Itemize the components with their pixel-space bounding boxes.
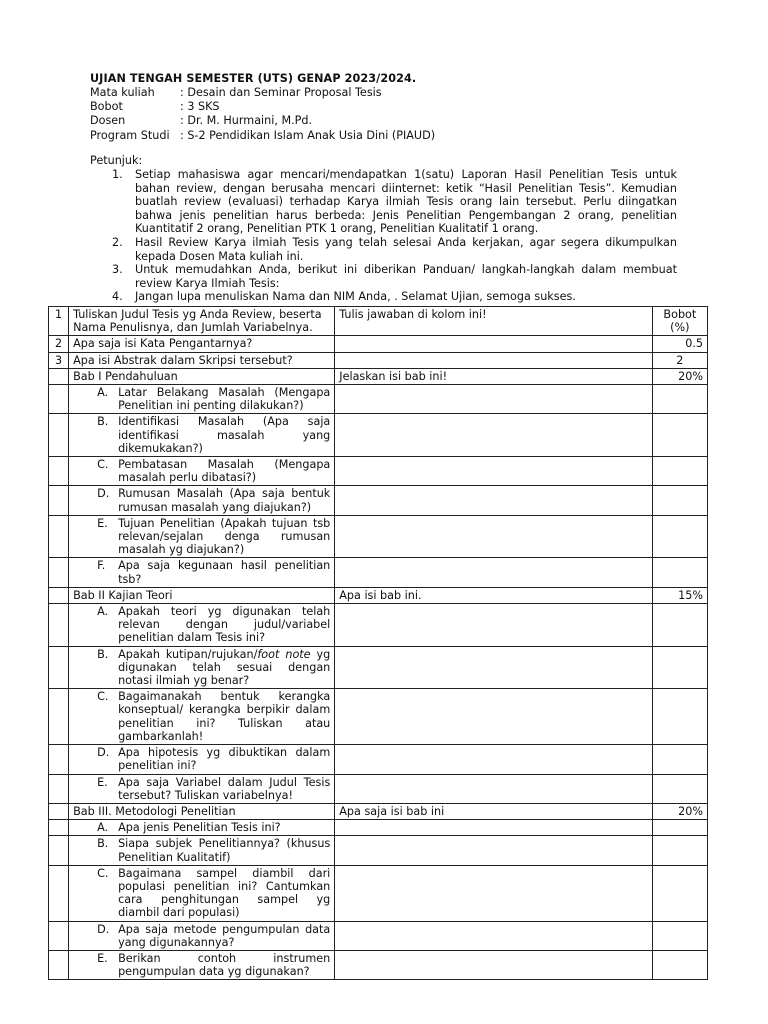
answer-cell — [335, 836, 652, 865]
answer-cell — [335, 774, 652, 803]
sub-question — [69, 689, 335, 745]
weight-cell: 2 — [652, 352, 707, 368]
sub-question-text: Apa saja metode pengumpulan data yang digunakannya? — [118, 922, 331, 949]
instruction-number: 4. — [112, 290, 123, 304]
answer-cell — [335, 414, 652, 457]
answer-cell: Apa saja isi bab ini — [335, 803, 652, 819]
weight-header: Bobot (%) — [652, 307, 707, 336]
instruction-item — [90, 263, 677, 290]
weight-cell: 20% — [652, 803, 707, 819]
weight-cell — [652, 774, 707, 803]
sub-question-text: Berikan contoh instrumen pengumpulan data yg digunakan? — [118, 951, 331, 979]
weight-cell — [652, 515, 707, 558]
answer-cell — [335, 558, 652, 587]
row-number — [49, 921, 69, 950]
exam-title: UJIAN TENGAH SEMESTER (UTS) GENAP 2023/2024. — [90, 72, 417, 85]
sub-question — [69, 515, 335, 558]
answer-cell — [335, 950, 652, 979]
sub-question — [69, 486, 335, 515]
instruction-text: Untuk memudahkan Anda, berikut ini diberikan Panduan/ langkah-langkah dalam membuat review Karya Ilmiah Tesis: — [135, 263, 677, 290]
weight-cell: 0.5 — [652, 336, 707, 352]
course-info-value: : 3 SKS — [180, 100, 220, 114]
sub-question — [69, 865, 335, 921]
sub-letter: A. — [97, 821, 109, 835]
course-info-label: Bobot — [90, 100, 123, 114]
sub-question — [69, 950, 335, 979]
row-number — [49, 836, 69, 865]
table-row — [49, 336, 708, 352]
section-row-bab2 — [49, 587, 708, 603]
instruction-text: Setiap mahasiswa agar mencari/mendapatkan 1(satu) Laporan Hasil Penelitian Tesis untuk bahan review, dengan berusaha mencari diinternet: ketik “Hasil Penelitian Tesis”. Kemudian buatlah review (evaluasi) terhadap Karya ilmiah Tesis orang lain tersebut. Perlu diingatkan bahwa jenis penelitian harus berbeda: Jenis Penelitian Pengembangan 2 orang, penelitian Kuantitatif 2 orang, Penelitian PTK 1 orang, Penelitian Kualitatif 1 orang. — [135, 168, 677, 236]
sub-letter: E. — [97, 775, 108, 789]
answer-cell — [335, 352, 652, 368]
course-info-label: Program Studi — [90, 128, 170, 142]
weight-cell — [652, 457, 707, 486]
table-row — [49, 352, 708, 368]
sub-question — [69, 604, 335, 647]
table-row — [49, 689, 708, 745]
weight-cell: 15% — [652, 587, 707, 603]
table-row — [49, 820, 708, 836]
table-row — [49, 836, 708, 865]
answer-cell — [335, 336, 652, 352]
answer-cell — [335, 385, 652, 414]
sub-question-text: Apa jenis Penelitian Tesis ini? — [118, 821, 281, 835]
sub-question-text: Bagaimanakah bentuk kerangka konseptual/ kerangka berpikir dalam penelitian ini? Tuliskan atau gambarkanlah! — [118, 690, 331, 743]
row-number — [49, 368, 69, 384]
answer-cell — [335, 745, 652, 774]
row-number — [49, 865, 69, 921]
weight-cell — [652, 950, 707, 979]
sub-question-text: Apakah teori yg digunakan telah relevan dengan judul/variabel penelitian dalam Tesis ini? — [118, 605, 331, 645]
answer-cell: Apa isi bab ini. — [335, 587, 652, 603]
sub-question-text-italic: foot note — [257, 647, 311, 661]
course-info-row — [90, 100, 435, 114]
table-row — [49, 745, 708, 774]
course-info-value: : S-2 Pendidikan Islam Anak Usia Dini (PIAUD) — [180, 128, 436, 142]
sub-question-text-pre: Apakah kutipan/rujukan/ — [118, 647, 258, 661]
instruction-text: Jangan lupa menuliskan Nama dan NIM Anda, . Selamat Ujian, semoga sukses. — [135, 290, 576, 304]
sub-question-text: Latar Belakang Masalah (Mengapa Penelitian ini penting dilakukan?) — [118, 386, 331, 413]
weight-cell — [652, 604, 707, 647]
row-number — [49, 486, 69, 515]
sub-question-text: Bagaimana sampel diambil dari populasi penelitian ini? Cantumkan cara penghitungan sampel yg diambil dari populasi) — [118, 866, 331, 920]
sub-letter: A. — [97, 386, 109, 400]
instructions-heading: Petunjuk: — [90, 154, 143, 167]
sub-letter: D. — [97, 922, 110, 936]
row-number — [49, 646, 69, 689]
sub-question-text: Apa saja kegunaan hasil penelitian tsb? — [118, 559, 331, 586]
weight-cell — [652, 865, 707, 921]
sub-question-text: Pembatasan Masalah (Mengapa masalah perlu dibatasi?) — [118, 458, 331, 485]
sub-letter: C. — [97, 458, 109, 472]
sub-question-text: Apa hipotesis yg dibuktikan dalam penelitian ini? — [118, 746, 331, 773]
sub-question-text: Tujuan Penelitian (Apakah tujuan tsb relevan/sejalan denga rumusan masalah yg diajukan?) — [118, 516, 331, 557]
review-table — [48, 306, 708, 980]
answer-cell — [335, 646, 652, 689]
sub-letter: E. — [97, 951, 108, 965]
instruction-item — [90, 236, 677, 263]
instruction-number: 1. — [112, 168, 123, 181]
sub-question-text: Apa saja Variabel dalam Judul Tesis tersebut? Tuliskan variabelnya! — [118, 775, 331, 802]
weight-cell — [652, 836, 707, 865]
row-number — [49, 604, 69, 647]
instruction-item — [90, 290, 677, 304]
row-number: 1 — [49, 307, 69, 336]
row-number — [49, 457, 69, 486]
answer-cell — [335, 865, 652, 921]
course-info-label: Dosen — [90, 114, 126, 128]
sub-question — [69, 820, 335, 836]
section-heading: Bab I Pendahuluan — [69, 368, 335, 384]
weight-cell — [652, 745, 707, 774]
row-number — [49, 515, 69, 558]
instruction-text: Hasil Review Karya ilmiah Tesis yang telah selesai Anda kerjakan, agar segera dikumpulkan kepada Dosen Mata kuliah ini. — [135, 235, 677, 263]
course-info — [90, 86, 435, 143]
section-heading: Bab II Kajian Teori — [69, 587, 335, 603]
sub-question — [69, 457, 335, 486]
sub-question-text-post: yg digunakan telah sesuai dengan notasi ilmiah yg benar? — [118, 647, 331, 688]
sub-letter: E. — [97, 516, 108, 530]
row-number — [49, 385, 69, 414]
weight-cell: 20% — [652, 368, 707, 384]
row-number — [49, 950, 69, 979]
weight-cell — [652, 486, 707, 515]
answer-cell: Jelaskan isi bab ini! — [335, 368, 652, 384]
table-row — [49, 604, 708, 647]
course-info-value: : Desain dan Seminar Proposal Tesis — [180, 86, 382, 99]
sub-question — [69, 836, 335, 865]
sub-question-text: Rumusan Masalah (Apa saja bentuk rumusan masalah yang diajukan?) — [118, 487, 331, 514]
sub-question — [69, 921, 335, 950]
table-row — [49, 414, 708, 457]
question-cell: Tuliskan Judul Tesis yg Anda Review, beserta Nama Penulisnya, dan Jumlah Variabelnya. — [69, 307, 335, 336]
sub-letter: D. — [97, 746, 110, 760]
row-number — [49, 745, 69, 774]
answer-cell — [335, 820, 652, 836]
instruction-number: 2. — [112, 235, 123, 249]
course-info-label: Mata kuliah — [90, 86, 155, 99]
section-row-bab3 — [49, 803, 708, 819]
question-cell: Apa saja isi Kata Pengantarnya? — [69, 336, 335, 352]
instructions-list — [90, 168, 677, 304]
table-row — [49, 307, 708, 336]
course-info-row — [90, 129, 435, 143]
section-row-bab1 — [49, 368, 708, 384]
table-row — [49, 486, 708, 515]
answer-cell — [335, 515, 652, 558]
sub-letter: D. — [97, 487, 110, 501]
weight-cell — [652, 689, 707, 745]
row-number — [49, 689, 69, 745]
section-heading: Bab III. Metodologi Penelitian — [69, 803, 335, 819]
sub-question — [69, 558, 335, 587]
table-row — [49, 457, 708, 486]
row-number: 3 — [49, 352, 69, 368]
row-number — [49, 558, 69, 587]
answer-cell: Tulis jawaban di kolom ini! — [335, 307, 652, 336]
sub-letter: C. — [97, 866, 109, 880]
sub-question — [69, 774, 335, 803]
row-number — [49, 820, 69, 836]
sub-question-text: Identifikasi Masalah (Apa saja identifikasi masalah yang dikemukakan?) — [118, 415, 331, 455]
row-number — [49, 587, 69, 603]
row-number: 2 — [49, 336, 69, 352]
answer-cell — [335, 689, 652, 745]
sub-question — [69, 414, 335, 457]
sub-letter: B. — [97, 837, 109, 851]
sub-question — [69, 745, 335, 774]
table-row — [49, 646, 708, 689]
weight-cell — [652, 921, 707, 950]
sub-letter: B. — [97, 415, 109, 429]
sub-question — [69, 646, 335, 689]
table-row — [49, 774, 708, 803]
table-row — [49, 921, 708, 950]
course-info-row — [90, 114, 435, 128]
sub-question-text: Siapa subjek Penelitiannya? (khusus Penelitian Kualitatif) — [118, 837, 331, 864]
table-row — [49, 950, 708, 979]
row-number — [49, 414, 69, 457]
weight-cell — [652, 646, 707, 689]
sub-letter: B. — [97, 647, 109, 661]
instruction-number: 3. — [112, 263, 123, 277]
weight-cell — [652, 558, 707, 587]
row-number — [49, 774, 69, 803]
weight-cell — [652, 414, 707, 457]
answer-cell — [335, 457, 652, 486]
answer-cell — [335, 486, 652, 515]
answer-cell — [335, 604, 652, 647]
row-number — [49, 803, 69, 819]
table-row — [49, 515, 708, 558]
weight-cell — [652, 820, 707, 836]
weight-cell — [652, 385, 707, 414]
table-row — [49, 865, 708, 921]
question-cell: Apa isi Abstrak dalam Skripsi tersebut? — [69, 352, 335, 368]
sub-letter: A. — [97, 605, 109, 619]
instruction-item — [90, 168, 677, 236]
course-info-value: : Dr. M. Hurmaini, M.Pd. — [180, 114, 313, 128]
table-row — [49, 385, 708, 414]
course-info-row — [90, 86, 435, 100]
sub-letter: F. — [97, 559, 106, 573]
answer-cell — [335, 921, 652, 950]
sub-question — [69, 385, 335, 414]
table-row — [49, 558, 708, 587]
sub-letter: C. — [97, 690, 109, 704]
